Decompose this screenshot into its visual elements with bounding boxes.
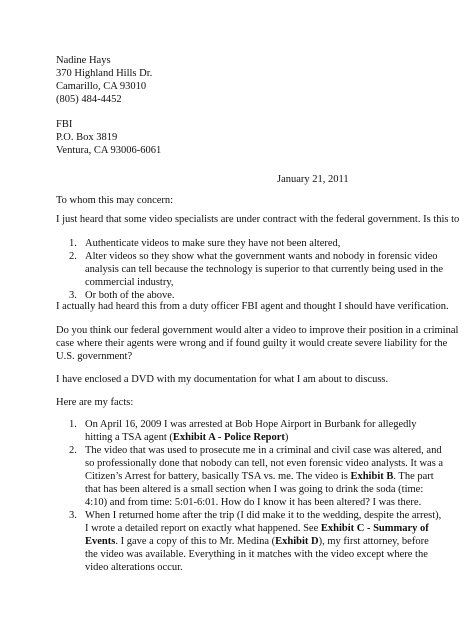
fact-line — [85, 535, 427, 548]
list-item-text: Or both of the above. — [85, 290, 175, 301]
sender-street: 370 Highland Hills Dr. — [56, 68, 153, 79]
list-number: 3. — [69, 510, 77, 521]
list-number: 2. — [69, 251, 77, 262]
exhibit-c-label: Exhibit C - Summary of — [320, 523, 429, 534]
fact-line — [85, 431, 427, 444]
question-list — [59, 237, 444, 302]
list-item — [59, 444, 444, 509]
list-item — [59, 418, 427, 444]
paragraph-4 — [56, 373, 436, 386]
list-number: 1. — [69, 419, 77, 430]
paragraph-2 — [56, 300, 449, 313]
list-item-text: analysis can tell because the technology is superior to that currently being used in the — [85, 264, 444, 275]
sender-address — [56, 54, 416, 106]
fact-line: 4:10) and from time: 5:01-6:01. How do I know it has been altered? I was there. — [85, 497, 422, 508]
fact-line: On April 16, 2009 I was arrested at Bob Hope Airport in Burbank for allegedly — [85, 419, 417, 430]
fact-line — [85, 470, 434, 483]
fact-text: hitting a TSA agent ( — [85, 432, 173, 443]
list-item-text: Authenticate videos to make sure they have not been altered, — [85, 238, 341, 249]
paragraph-1 — [56, 213, 460, 226]
paragraph-3-line: U.S. government? — [56, 351, 133, 362]
exhibit-b-label: Exhibit B — [350, 471, 394, 482]
sender-city: Camarillo, CA 93010 — [56, 81, 147, 92]
fact-line: When I returned home after the trip (I did make it to the wedding, despite the arrest), — [85, 510, 442, 521]
list-item — [59, 509, 442, 574]
salutation — [56, 194, 416, 207]
sender-phone: (805) 484-4452 — [56, 94, 122, 105]
list-number: 1. — [69, 238, 77, 249]
paragraph-3-line: Do you think our federal government would alter a video to improve their position in a criminal — [56, 325, 459, 336]
paragraph-4-text: I have enclosed a DVD with my documentation for what I am about to discuss. — [56, 374, 389, 385]
list-item — [59, 237, 427, 250]
list-item-text: commercial industry, — [85, 277, 174, 288]
list-item-text: Alter videos so they show what the government wants and nobody in forensic video — [85, 251, 438, 262]
recipient-po-box: P.O. Box 3819 — [56, 132, 118, 143]
letter-date: January 21, 2011 — [277, 174, 349, 185]
fact-line: video alterations occur. — [85, 562, 183, 573]
fact-text: I wrote a detailed report on exactly what happened. See — [85, 523, 321, 534]
fact-text: ) — [284, 432, 289, 443]
paragraph-5 — [56, 396, 416, 409]
paragraph-5-text: Here are my facts: — [56, 397, 134, 408]
facts-list — [59, 418, 444, 574]
fact-text: Citizen’s Arrest for battery, basically TSA vs. me. The video is — [85, 471, 351, 482]
fact-line: that has been altered is a small section when I was going to drink the soda (time: — [85, 484, 424, 495]
paragraph-3-line: case where their agents were wrong and if found guilty it would create severe liability for the — [56, 338, 448, 349]
recipient-address — [56, 118, 416, 157]
sender-name: Nadine Hays — [56, 55, 111, 66]
paragraph-2-text: I actually had heard this from a duty officer FBI agent and thought I should have verification. — [56, 301, 449, 312]
list-number: 2. — [69, 445, 77, 456]
fact-text: ), my first attorney, before — [318, 536, 429, 547]
exhibit-a-label: Exhibit A - Police Report — [172, 432, 285, 443]
paragraph-1-text: I just heard that some video specialists are under contract with the federal government. Is this to — [56, 214, 460, 225]
paragraph-3 — [56, 324, 459, 363]
list-number: 3. — [69, 290, 77, 301]
recipient-city: Ventura, CA 93006-6061 — [56, 145, 162, 156]
fact-text: . The part — [393, 471, 434, 482]
fact-line: The video that was used to prosecute me in a criminal and civil case was altered, and — [85, 445, 442, 456]
exhibit-d-label: Exhibit D — [275, 536, 319, 547]
fact-text: . I gave a copy of this to Mr. Medina ( — [115, 536, 276, 547]
salutation-text: To whom this may concern: — [56, 195, 174, 206]
fact-line: so professionally done that nobody can tell, not even forensic video analysts. It was a — [85, 458, 444, 469]
fact-line — [85, 522, 427, 535]
fact-line: the video was available. Everything in it matches with the video except where the — [85, 549, 428, 560]
exhibit-c-label-cont: Events — [85, 536, 116, 547]
recipient-name: FBI — [56, 119, 73, 130]
list-item — [59, 250, 444, 289]
